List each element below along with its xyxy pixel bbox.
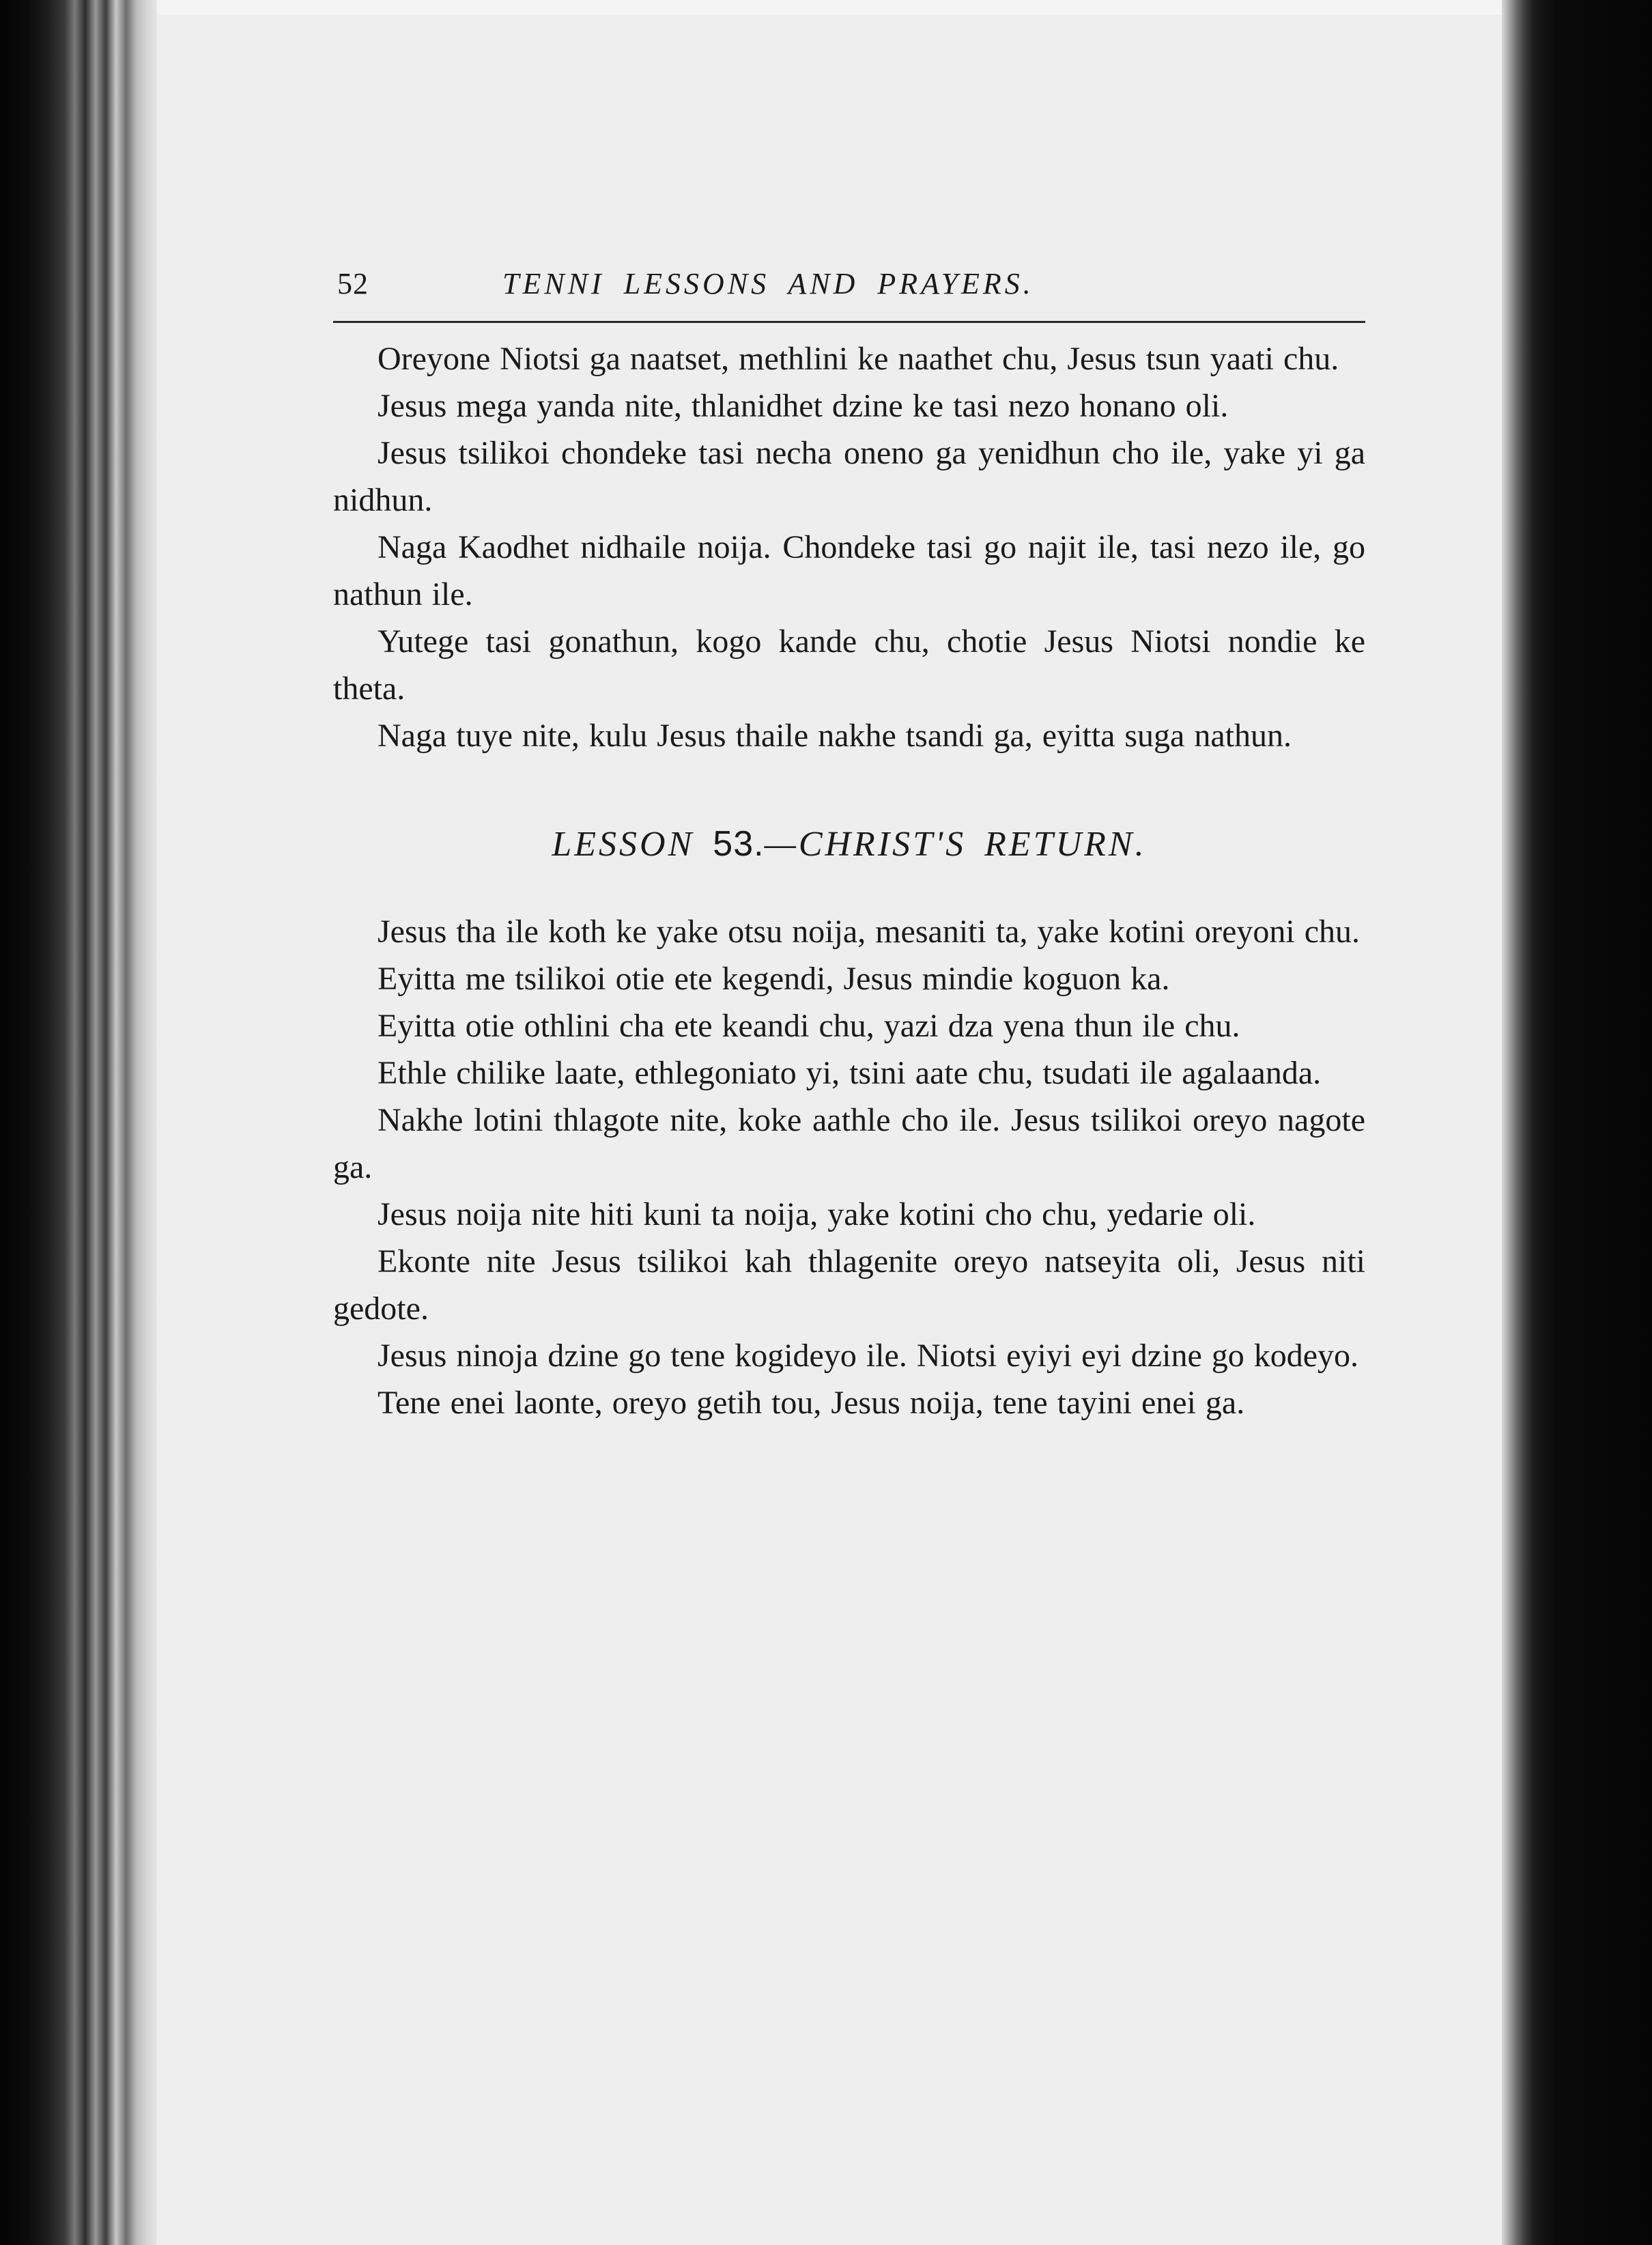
book-spine [0, 0, 157, 2245]
paragraph: Ethle chilike laate, ethlegoniato yi, tsini aate chu, tsudati ile agalaanda. [378, 1055, 1322, 1091]
paragraph: Eyitta me tsilikoi otie ete kegendi, Jesus mindie koguon ka. [378, 961, 1170, 997]
page-content [333, 259, 1365, 1426]
running-head [333, 259, 1365, 321]
lesson-heading [333, 823, 1365, 864]
paragraph: Nakhe lotini thlagote nite, koke aathle cho ile. Jesus tsilikoi oreyo nagote ga. [333, 1102, 1365, 1185]
paragraph: Jesus noija nite hiti kuni ta noija, yake kotini cho chu, yedarie oli. [378, 1196, 1256, 1232]
lesson-prefix: LESSON [552, 825, 695, 864]
section-lesson-53 [333, 908, 1365, 1426]
paragraph: Naga Kaodhet nidhaile noija. Chondeke tasi go najit ile, tasi nezo ile, go nathun ile. [333, 529, 1365, 612]
running-title: TENNI LESSONS AND PRAYERS. [502, 267, 1034, 300]
paragraph: Ekonte nite Jesus tsilikoi kah thlagenite oreyo natseyita oli, Jesus niti gedote. [333, 1243, 1365, 1327]
paragraph: Jesus ninoja dzine go tene kogideyo ile. Niotsi eyiyi eyi dzine go kodeyo. [378, 1338, 1359, 1374]
section-previous-lesson [333, 335, 1365, 759]
paragraph: Tene enei laonte, oreyo getih tou, Jesus noija, tene tayini enei ga. [378, 1385, 1245, 1421]
paragraph: Eyitta otie othlini cha ete keandi chu, yazi dza yena thun ile chu. [378, 1008, 1240, 1044]
paragraph: Jesus mega yanda nite, thlanidhet dzine ke tasi nezo honano oli. [378, 388, 1229, 424]
paragraph: Jesus tha ile koth ke yake otsu noija, mesaniti ta, yake kotini oreyoni chu. [378, 914, 1361, 950]
paragraph: Naga tuye nite, kulu Jesus thaile nakhe tsandi ga, eyitta suga nathun. [378, 718, 1292, 754]
paragraph: Jesus tsilikoi chondeke tasi necha oneno ga yenidhun cho ile, yake yi ga nidhun. [333, 435, 1365, 518]
page-top-edge [157, 0, 1515, 15]
lesson-title: —CHRIST'S RETURN. [764, 825, 1147, 864]
page-right-edge [1502, 0, 1652, 2245]
header-rule [333, 321, 1365, 323]
paragraph: Oreyone Niotsi ga naatset, methlini ke naathet chu, Jesus tsun yaati chu. [378, 341, 1339, 377]
paragraph: Yutege tasi gonathun, kogo kande chu, chotie Jesus Niotsi nondie ke theta. [333, 623, 1365, 707]
page-number: 52 [337, 267, 369, 300]
lesson-number: 53. [713, 824, 765, 864]
